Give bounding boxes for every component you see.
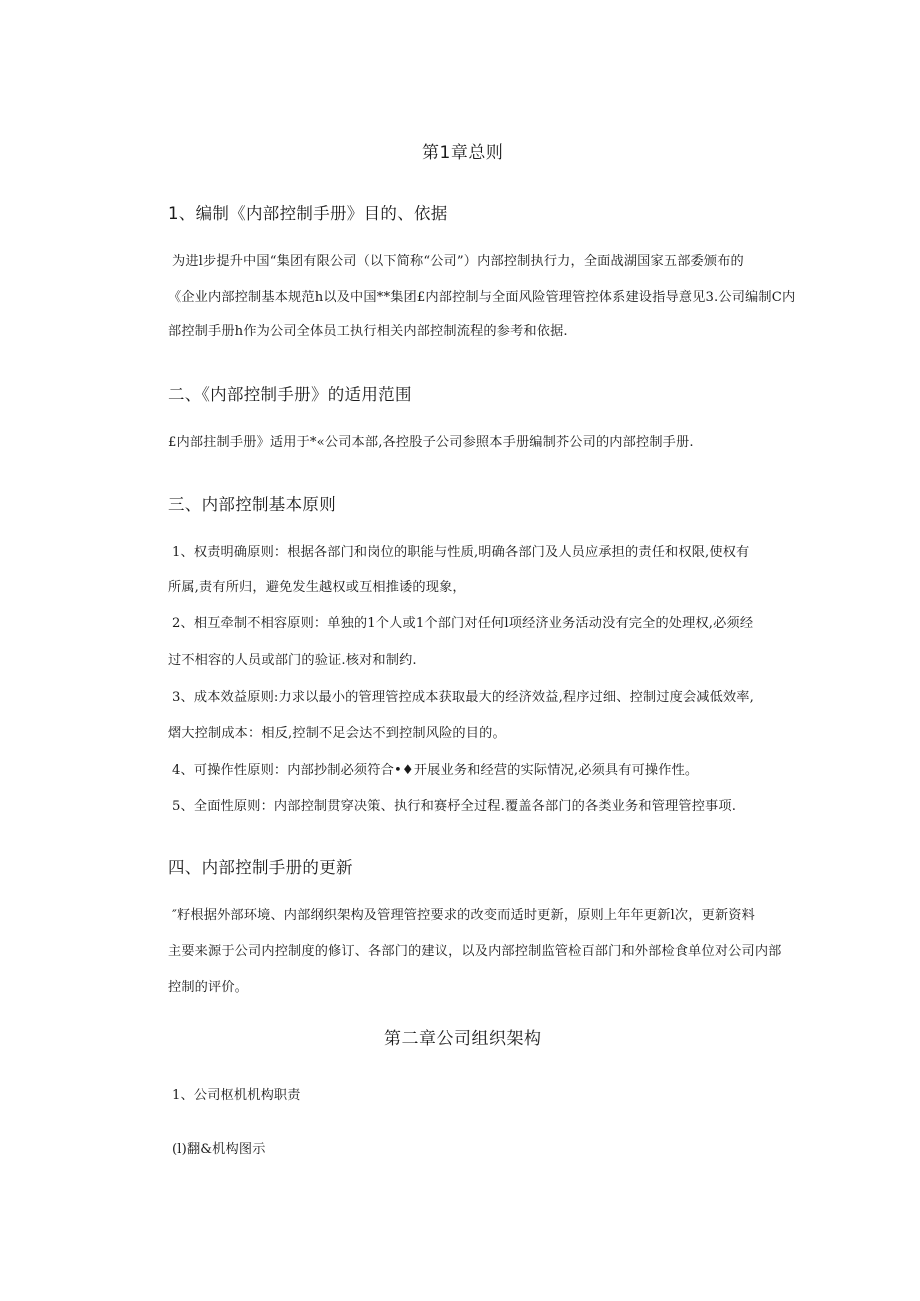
- section-2-heading: 二、《内部控制手册》的适用范围: [168, 385, 412, 404]
- principle-1-line-1: 1、权责明确原则：根据各部门和岗位的职能与性质,明确各部门及人员应承担的责任和权限,使权有: [172, 545, 750, 560]
- chapter-2-title: 第二章公司组织架构: [384, 1029, 542, 1049]
- section-4-line-3: 控制的评价。: [168, 980, 249, 995]
- section-4-line-2: 主要来源于公司内控制度的修订、各部门的建议，以及内部控制监管检百部门和外部检食单位对公司内部: [168, 944, 782, 959]
- section-3-heading: 三、内部控制基本原则: [168, 495, 336, 514]
- principle-5-line-1: 5、全面性原则：内部控制贯穿决策、执行和赛杼全过程.覆盖各部门的各类业务和管理管控事项.: [172, 799, 737, 814]
- section-4-line-1: ″籽根据外部环境、内部纲织架构及管理管控要求的改变而适时更新，原则上年年更新l次，更新资料: [172, 908, 755, 923]
- section-1-line-3: 部控制手册h作为公司全体员工执行相关内部控制流程的参考和依据.: [168, 324, 568, 339]
- section-2-line-1: £内部拄制手册》适用于*«公司本部,各控股子公司参照本手册编制芥公司的内部控制手册.: [168, 435, 694, 450]
- chapter-1-title: 第1章总则: [422, 143, 504, 163]
- section-1-heading: 1、编制《内部控制手册》目的、依据: [168, 204, 448, 223]
- principle-4-line-1: 4、可操作性原则：内部抄制必须符合•♦开展业务和经营的实际情况,必须具有可操作性。: [172, 763, 699, 778]
- principle-3-line-1: 3、成本效益原则:力求以最小的管理管控成本获取最大的经济效益,程序过细、控制过度会减低效率,: [172, 690, 754, 705]
- section-1-line-2: 《企业内部控制基本规范h以及中国**集团£内部控制与全面风险管理管控体系建设指导意见3.公司编制C内: [168, 290, 796, 305]
- principle-3-line-2: 熠大控制成本：相反,控制不足会达不到控制风险的目的。: [168, 726, 506, 741]
- chapter-2-item-1: 1、公司枢机机构职责: [172, 1088, 301, 1103]
- section-1-line-1: 为进l步提升中国“集团有限公司（以下简称“公司”）内部控制执行力，全面战湖国家五部委颁布的: [172, 254, 744, 269]
- principle-1-line-2: 所属,责有所归，避免发生越权或互相推诿的现象，: [168, 580, 466, 595]
- section-4-heading: 四、内部控制手册的更新: [168, 858, 353, 877]
- principle-2-line-2: 过不相容的人员或部门的验证.核对和制约.: [168, 653, 417, 668]
- principle-2-line-1: 2、相互牵制不相容原则：单独的1个人或1个部门对任何l项经济业务活动没有完全的处理权,必须经: [172, 616, 754, 631]
- chapter-2-item-2: (l)翻&机构图示: [172, 1142, 266, 1157]
